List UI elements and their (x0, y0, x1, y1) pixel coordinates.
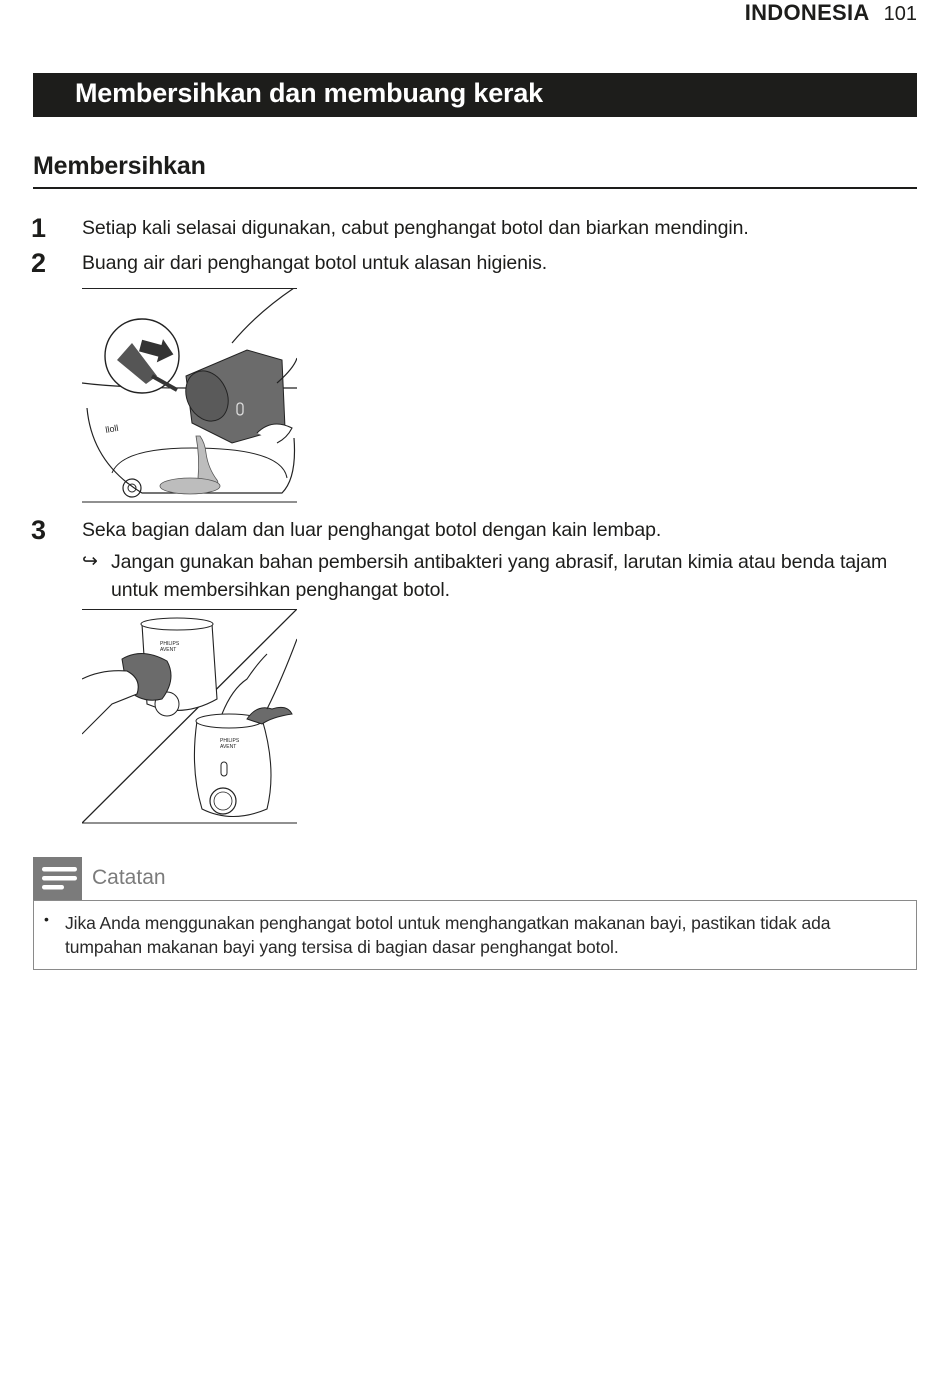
note-text: Jika Anda menggunakan penghangat botol untuk menghangatkan makanan bayi, pastikan tidak ada tumpahan makanan bayi yang tersisa di bagian dasar penghangat botol. (65, 913, 831, 957)
note-box (33, 900, 917, 970)
page-header (745, 0, 917, 26)
step-3-text: Seka bagian dalam dan luar penghangat botol dengan kain lembap. (82, 519, 662, 541)
step-3-result-text: Jangan gunakan bahan pembersih antibakteri yang abrasif, larutan kimia atau benda tajam untuk membersihkan penghangat botol. (111, 551, 888, 601)
section-banner (33, 73, 917, 117)
svg-text:lloll: lloll (104, 422, 120, 435)
step-2-text: Buang air dari penghangat botol untuk alasan higienis. (82, 252, 548, 274)
subsection-rule (33, 187, 917, 189)
svg-text:AVENT: AVENT (220, 744, 237, 750)
note-label: Catatan (92, 866, 166, 889)
step-1-number: 1 (31, 213, 47, 243)
step-2-number: 2 (31, 248, 47, 278)
subsection-title: Membersihkan (33, 152, 206, 180)
note-bullet: • (44, 911, 49, 927)
arrow-result-icon: ↪ (82, 551, 98, 572)
page-number: 101 (883, 3, 917, 25)
note-tab (33, 857, 82, 900)
wipe-warmer-illustration (82, 609, 297, 824)
svg-text:PHILIPS: PHILIPS (160, 641, 180, 647)
header-language: INDONESIA (744, 0, 870, 25)
step-1-text: Setiap kali selasai digunakan, cabut penghangat botol dan biarkan mendingin. (82, 217, 749, 239)
note-lines-icon (33, 857, 82, 900)
section-title: Membersihkan dan membuang kerak (75, 78, 543, 108)
svg-text:AVENT: AVENT (160, 647, 177, 653)
step-3-number: 3 (31, 515, 47, 545)
svg-text:PHILIPS: PHILIPS (220, 738, 240, 744)
empty-water-illustration (82, 288, 297, 503)
